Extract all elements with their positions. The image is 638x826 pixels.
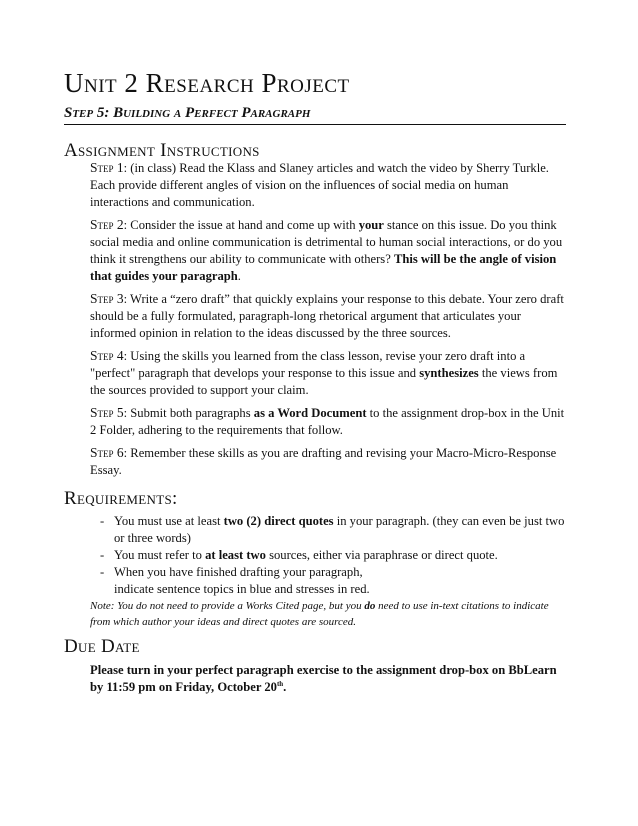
step-label: Step 5 xyxy=(90,405,124,420)
due-date-heading: Due Date xyxy=(64,636,140,657)
step-emphasis: as a Word Document xyxy=(253,406,367,420)
step-label: Step 1 xyxy=(90,160,124,175)
list-item xyxy=(100,547,568,564)
note-emphasis: do xyxy=(364,600,376,612)
instructions-heading: Assignment Instructions xyxy=(64,140,260,161)
step-label: Step 3 xyxy=(90,291,124,306)
step-emphasis: synthesizes xyxy=(419,366,479,380)
item-emphasis: two (2) direct quotes xyxy=(223,514,334,528)
due-text-end: . xyxy=(283,680,287,694)
step-1 xyxy=(90,159,568,211)
step-3 xyxy=(90,290,568,342)
ordinal-suffix: th xyxy=(276,679,284,688)
step-text: : Using the skills you learned from the class lesson, revise your zero draft into a "perfect" paragraph that develops your response to this issue and xyxy=(90,349,526,380)
step-label: Step 4 xyxy=(90,348,124,363)
step-text: : (in class) Read the Klass and Slaney articles and watch the video by Sherry Turkle. Each provide different angles of vision on the influences of social media on human interactions and communication. xyxy=(90,161,549,209)
list-item xyxy=(100,564,568,598)
list-item xyxy=(100,513,568,547)
item-text: in your paragraph. (they can even be just two or three words) xyxy=(114,514,565,545)
step-emphasis: your xyxy=(358,218,384,232)
step-4 xyxy=(90,347,568,399)
step-text: : Consider the issue at hand and come up with xyxy=(123,218,359,232)
step-text: the views from the sources provided to support your claim. xyxy=(90,366,558,397)
step-5 xyxy=(90,404,568,439)
bullet-dash: - xyxy=(100,565,105,579)
step-label: Step 2 xyxy=(90,217,124,232)
due-text: Please turn in your perfect paragraph exercise to the assignment drop-box on BbLearn by 11:59 pm on Friday, October 20 xyxy=(90,663,557,694)
requirements-heading: Requirements: xyxy=(64,488,178,509)
citation-note xyxy=(90,598,568,630)
bullet-dash: - xyxy=(100,548,105,562)
step-label: Step 6 xyxy=(90,445,124,460)
note-text: Note: You do not need to provide a Works Cited page, but you xyxy=(90,600,365,612)
note-text: need to use in-text citations to indicate from which author your ideas and direct quotes are sourced. xyxy=(90,600,549,628)
requirements-list xyxy=(100,513,568,598)
step-emphasis: This will be the angle of vision that guides your paragraph xyxy=(90,252,557,283)
bullet-dash: - xyxy=(100,514,105,528)
step-6 xyxy=(90,444,568,479)
item-text: You must refer to xyxy=(114,548,206,562)
step-text: to the assignment drop-box in the Unit 2 Folder, adhering to the requirements that follow. xyxy=(90,406,565,437)
title-divider xyxy=(64,124,566,125)
step-text: : Submit both paragraphs xyxy=(123,406,254,420)
instructions-steps xyxy=(90,159,568,484)
item-text: sources, either via paraphrase or direct quote. xyxy=(265,548,498,562)
page-title: Unit 2 Research Project xyxy=(64,68,350,98)
item-text: You must use at least xyxy=(114,514,224,528)
step-text: stance on this issue. Do you think social media and online communication is detrimental to human social interactions, or do you think it strengthens our ability to communicate with others? xyxy=(90,218,563,266)
item-text: When you have finished drafting your paragraph, indicate sentence topics in blue and stresses in red. xyxy=(114,565,370,596)
step-text: . xyxy=(237,269,241,283)
step-text: : Remember these skills as you are drafting and revising your Macro-Micro-Response Essay. xyxy=(90,446,557,477)
step-2 xyxy=(90,216,568,285)
item-emphasis: at least two xyxy=(205,548,266,562)
step-text: : Write a “zero draft” that quickly explains your response to this debate. Your zero draft should be a fully formulated, paragraph-long rhetorical argument that articulates your informed opinion in relation to the ideas discussed by the three sources. xyxy=(90,292,564,340)
due-date-text xyxy=(90,662,560,696)
page-subtitle: Step 5: Building a Perfect Paragraph xyxy=(64,105,311,121)
